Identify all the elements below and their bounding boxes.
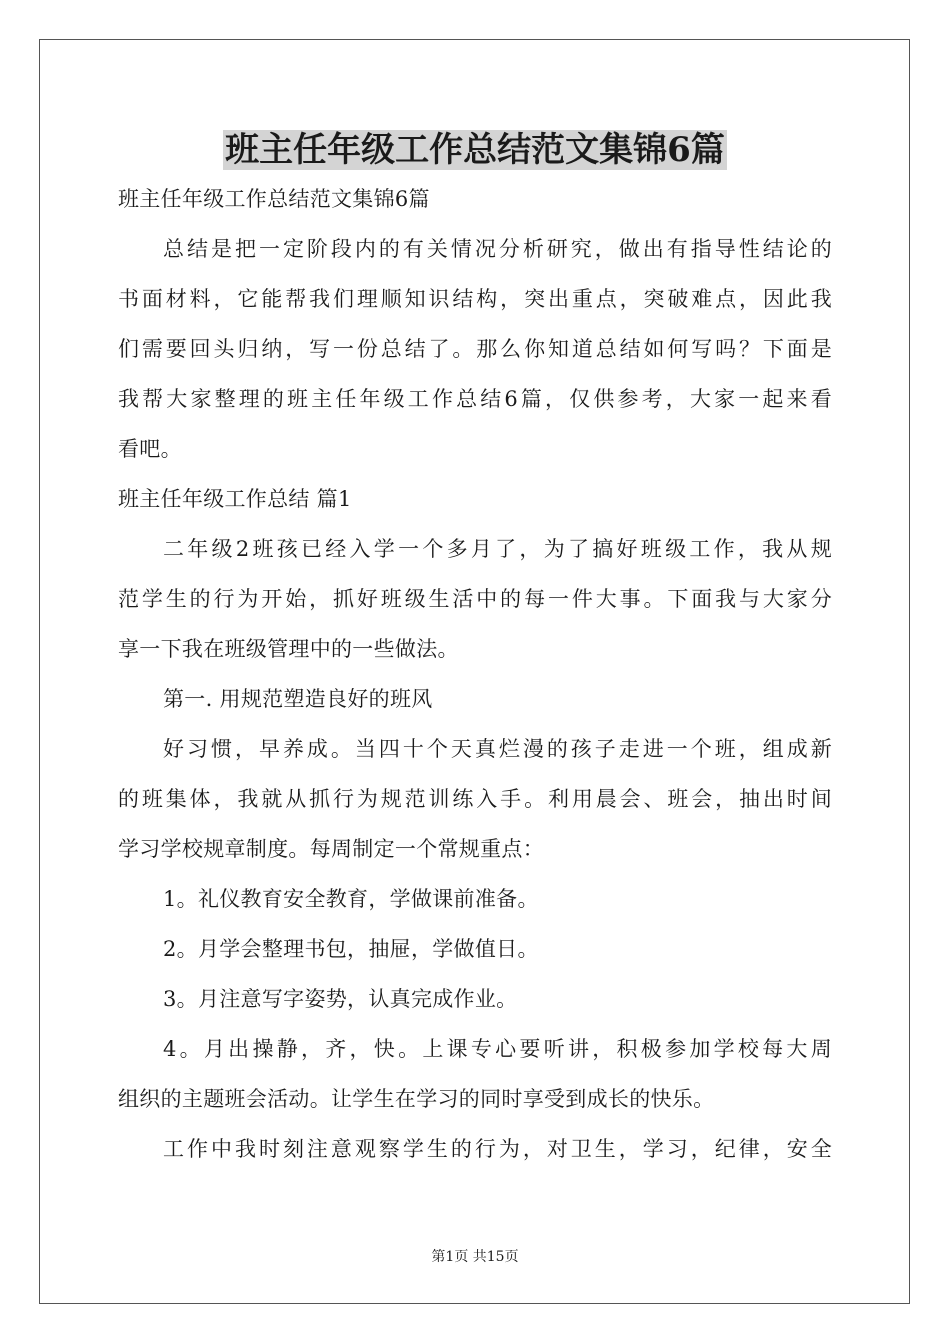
page-footer: 第1页 共15页 [431,1249,519,1265]
list-item-4-line-1: 4。月出操静，齐，快。上课专心要听讲，积极参加学校每大周 [163,1037,832,1061]
list-item-1: 1。礼仪教育安全教育，学做课前准备。 [163,887,539,911]
document-title-text: 班主任年级工作总结范文集锦6篇 [225,130,725,170]
para2-line-3: 学习学校规章制度。每周制定一个常规重点： [118,837,544,861]
intro-line-4: 我帮大家整理的班主任年级工作总结6篇，仅供参考，大家一起来看 [118,387,832,411]
intro-line-5: 看吧。 [118,437,182,461]
intro-line-3: 们需要回头归纳，写一份总结了。那么你知道总结如何写吗？下面是 [118,337,832,361]
point-heading: 第一. 用规范塑造良好的班风 [163,687,433,711]
para2-line-2: 的班集体，我就从抓行为规范训练入手。利用晨会、班会，抽出时间 [118,787,832,811]
para1-line-3: 享一下我在班级管理中的一些做法。 [118,637,459,661]
document-title [0,128,950,172]
intro-line-2: 书面材料，它能帮我们理顺知识结构，突出重点，突破难点，因此我 [118,287,832,311]
list-item-3: 3。月注意写字姿势，认真完成作业。 [163,987,518,1011]
page-border [39,39,910,1304]
para1-line-1: 二年级2班孩已经入学一个多月了，为了搞好班级工作，我从规 [163,537,832,561]
intro-line-1: 总结是把一定阶段内的有关情况分析研究，做出有指导性结论的 [163,237,832,261]
list-item-4-line-2: 组织的主题班会活动。让学生在学习的同时享受到成长的快乐。 [118,1087,715,1111]
section-heading: 班主任年级工作总结 篇1 [118,487,352,511]
list-item-2: 2。月学会整理书包，抽屉，学做值日。 [163,937,539,961]
para3-line-1: 工作中我时刻注意观察学生的行为，对卫生，学习，纪律，安全 [163,1137,832,1161]
para2-line-1: 好习惯，早养成。当四十个天真烂漫的孩子走进一个班，组成新 [163,737,832,761]
para1-line-2: 范学生的行为开始，抓好班级生活中的每一件大事。下面我与大家分 [118,587,832,611]
subtitle-line: 班主任年级工作总结范文集锦6篇 [118,187,430,211]
